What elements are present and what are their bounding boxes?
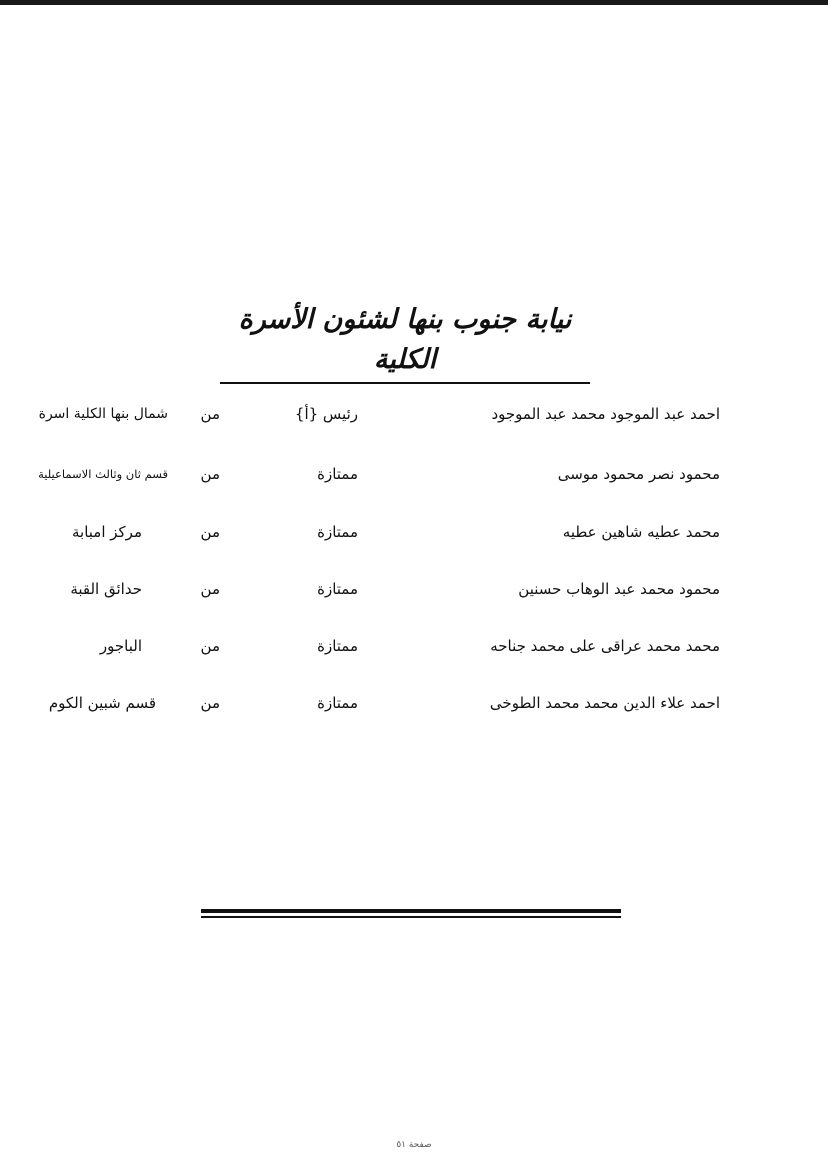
member-origin: قسم ثان وثالث الاسماعيلية xyxy=(38,467,168,481)
table-row xyxy=(0,459,828,489)
member-position: ممتازة xyxy=(317,580,358,598)
member-position: رئيس {أ} xyxy=(294,405,358,423)
scan-top-edge xyxy=(0,0,828,5)
table-row xyxy=(0,688,828,718)
divider-thin-line xyxy=(201,916,621,918)
member-position: ممتازة xyxy=(317,465,358,483)
member-name: احمد عبد الموجود محمد عبد الموجود xyxy=(491,405,720,423)
from-label: من xyxy=(200,637,220,655)
member-origin: قسم شبين الكوم xyxy=(48,694,156,712)
member-origin: حدائق القبة xyxy=(70,580,142,598)
member-name: محمود محمد عبد الوهاب حسنين xyxy=(518,580,720,598)
section-divider xyxy=(201,909,621,918)
table-row xyxy=(0,574,828,604)
table-row xyxy=(0,631,828,661)
member-name: محمود نصر محمود موسى xyxy=(557,465,720,483)
from-label: من xyxy=(200,405,220,423)
from-label: من xyxy=(200,580,220,598)
member-origin: الباجور xyxy=(99,637,142,655)
table-row xyxy=(0,517,828,547)
member-position: ممتازة xyxy=(317,694,358,712)
member-position: ممتازة xyxy=(317,637,358,655)
from-label: من xyxy=(200,523,220,541)
member-origin: شمال بنها الكلية اسرة xyxy=(38,406,168,422)
from-label: من xyxy=(200,465,220,483)
page-title: نيابة جنوب بنها لشئون الأسرة الكلية xyxy=(220,300,590,384)
table-row xyxy=(0,399,828,429)
member-origin: مركز امبابة xyxy=(71,523,142,541)
member-position: ممتازة xyxy=(317,523,358,541)
member-name: محمد عطيه شاهين عطيه xyxy=(562,523,720,541)
member-name: احمد علاء الدين محمد محمد الطوخى xyxy=(489,694,720,712)
title-block xyxy=(220,300,590,384)
from-label: من xyxy=(200,694,220,712)
page-number: صفحة ٥١ xyxy=(396,1140,432,1150)
member-name: محمد محمد عراقى على محمد جناحه xyxy=(490,637,720,655)
